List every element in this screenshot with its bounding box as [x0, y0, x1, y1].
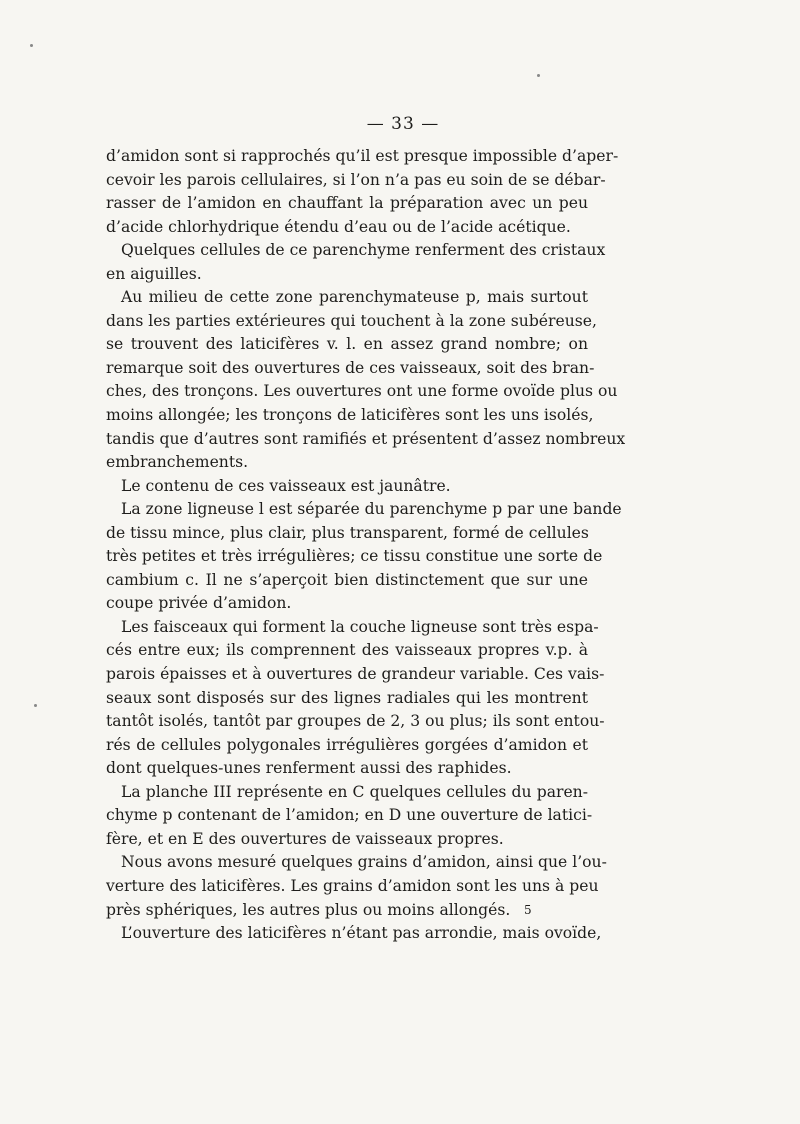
text-line: de tissu mince, plus clair, plus transparent, formé de cellules: [106, 523, 589, 542]
text-line: Quelques cellules de ce parenchyme renferment des cristaux: [121, 241, 606, 260]
text-line: d’acide chlorhydrique étendu d’eau ou de l’acide acétique.: [106, 217, 571, 236]
text-line: chyme p contenant de l’amidon; en D une ouverture de latici-: [106, 806, 593, 825]
text-line: cés entre eux; ils comprennent des vaisseaux propres v.p. à: [106, 641, 588, 660]
signature-mark: 5: [524, 903, 532, 917]
text-line: cambium c. Il ne s’aperçoit bien distinctement que sur une: [106, 570, 588, 589]
paper-speck: [34, 704, 37, 707]
text-line: tandis que d’autres sont ramifiés et présentent d’assez nombreux: [106, 429, 626, 448]
text-line: près sphériques, les autres plus ou moins allongés.: [106, 900, 511, 919]
paper-speck: [537, 74, 540, 77]
text-line: embranchements.: [106, 453, 249, 472]
text-line: parois épaisses et à ouvertures de grandeur variable. Ces vais-: [106, 665, 605, 684]
text-line: en aiguilles.: [106, 264, 202, 283]
text-line: fère, et en E des ouvertures de vaisseaux propres.: [106, 829, 504, 848]
text-line: ches, des tronçons. Les ouvertures ont une forme ovoïde plus ou: [106, 382, 618, 401]
text-line: rasser de l’amidon en chauffant la préparation avec un peu: [106, 194, 588, 213]
text-line: Les faisceaux qui forment la couche ligneuse sont très espa-: [121, 617, 599, 636]
text-line: La planche III représente en C quelques cellules du paren-: [121, 782, 588, 801]
page-number: — 33 —: [366, 114, 440, 134]
text-line: seaux sont disposés sur des lignes radiales qui les montrent: [106, 688, 588, 707]
text-line: dans les parties extérieures qui touchent à la zone subéreuse,: [106, 311, 597, 330]
text-line: L’ouverture des laticifères n’étant pas arrondie, mais ovoïde,: [121, 924, 602, 943]
body-text: [106, 145, 626, 946]
text-line: Nous avons mesuré quelques grains d’amidon, ainsi que l’ou-: [121, 853, 607, 872]
text-line: très petites et très irrégulières; ce tissu constitue une sorte de: [106, 547, 603, 566]
text-line: coupe privée d’amidon.: [106, 594, 292, 613]
paper-speck: [30, 44, 33, 47]
text-line: rés de cellules polygonales irrégulières gorgées d’amidon et: [106, 735, 588, 754]
text-line: La zone ligneuse l est séparée du parenchyme p par une bande: [121, 500, 622, 519]
text-line: remarque soit des ouvertures de ces vaisseaux, soit des bran-: [106, 358, 595, 377]
text-line: cevoir les parois cellulaires, si l’on n’a pas eu soin de se débar-: [106, 170, 606, 189]
text-line: d’amidon sont si rapprochés qu’il est presque impossible d’aper-: [106, 147, 619, 165]
text-line: Le contenu de ces vaisseaux est jaunâtre.: [121, 476, 451, 495]
text-line: Au milieu de cette zone parenchymateuse p, mais surtout: [121, 288, 588, 307]
text-line: moins allongée; les tronçons de laticifères sont les uns isolés,: [106, 406, 594, 425]
text-line: tantôt isolés, tantôt par groupes de 2, 3 ou plus; ils sont entou-: [106, 712, 605, 731]
text-line: dont quelques-unes renferment aussi des raphides.: [106, 759, 512, 778]
text-line: verture des laticifères. Les grains d’amidon sont les uns à peu: [106, 876, 599, 895]
text-line: se trouvent des laticifères v. l. en assez grand nombre; on: [106, 335, 588, 354]
